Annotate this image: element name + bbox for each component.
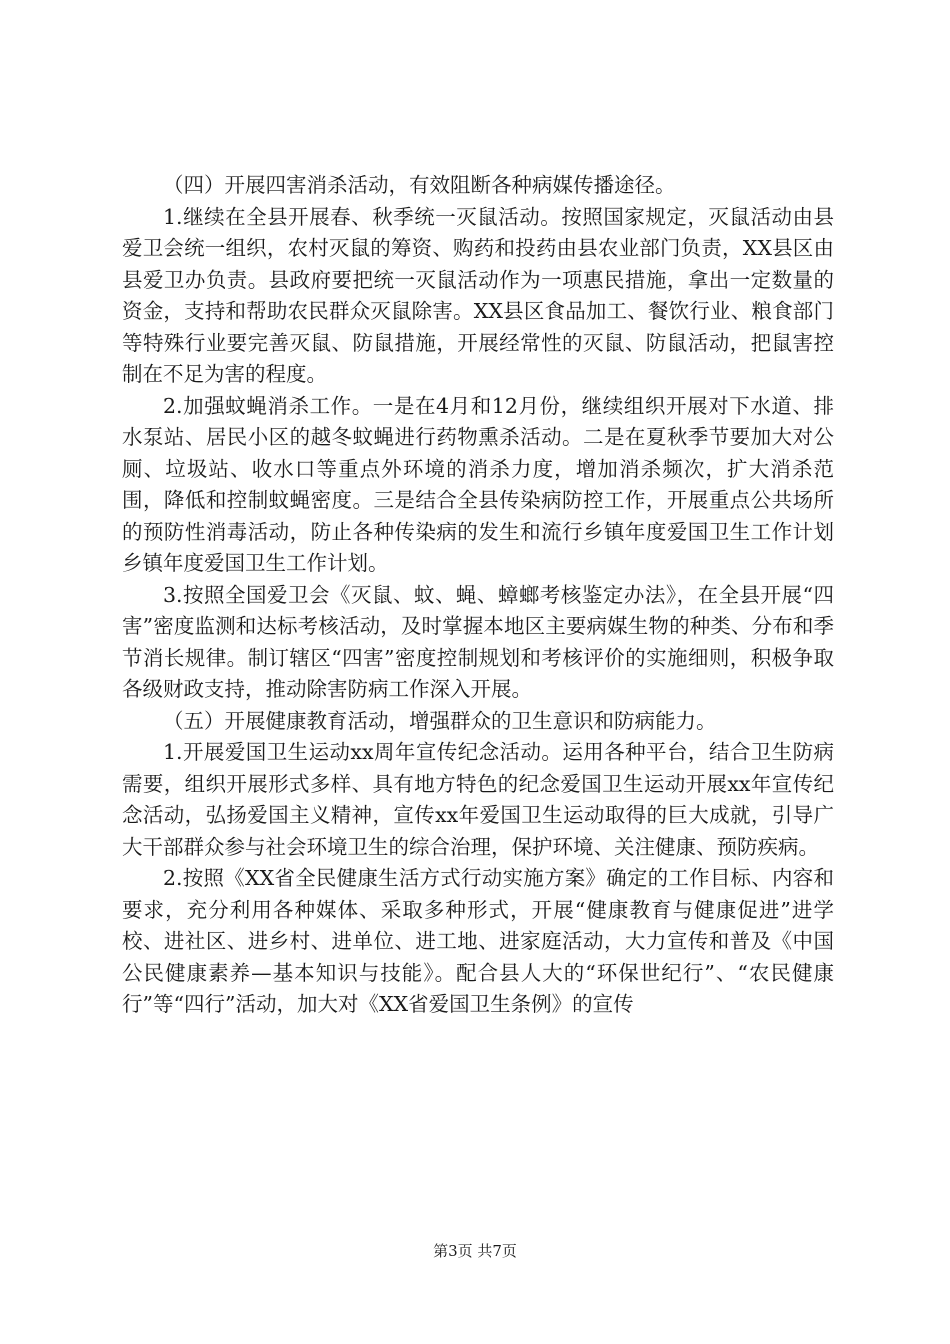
section-heading-4: （四）开展四害消杀活动，有效阻断各种病媒传播途径。 bbox=[163, 173, 676, 197]
paragraph-four-pests-monitoring: 3.按照全国爱卫会《灭鼠、蚊、蝇、蟑螂考核鉴定办法》，在全县开展“四害”密度监测和达标考核活动，及时掌握本地区主要病媒生物的种类、分布和季节消长规律。制订辖区“四害”密度控制规划和考核评价的实施细则，积极争取各级财政支持，推动除害防病工作深入开展。 bbox=[122, 582, 834, 701]
page-number-footer: 第3页 共7页 bbox=[433, 1242, 517, 1260]
paragraph-health-lifestyle-action: 2.按照《XX省全民健康生活方式行动实施方案》确定的工作目标、内容和要求，充分利用各种媒体、采取多种形式，开展“健康教育与健康促进”进学校、进社区、进乡村、进单位、进工地、进家庭活动，大力宣传和普及《中国公民健康素养—基本知识与技能》。配合县人大的“环保世纪行”、“农民健康行”等“四行”活动，加大对《XX省爱国卫生条例》的宣传 bbox=[122, 866, 834, 1016]
document-body bbox=[122, 170, 834, 1021]
paragraph-rodent-control: 1.继续在全县开展春、秋季统一灭鼠活动。按照国家规定，灭鼠活动由县爱卫会统一组织，农村灭鼠的筹资、购药和投药由县农业部门负责，XX县区由县爱卫办负责。县政府要把统一灭鼠活动作为一项惠民措施，拿出一定数量的资金，支持和帮助农民群众灭鼠除害。XX县区食品加工、餐饮行业、粮食部门等特殊行业要完善灭鼠、防鼠措施，开展经常性的灭鼠、防鼠活动，把鼠害控制在不足为害的程度。 bbox=[122, 204, 834, 386]
section-heading-5: （五）开展健康教育活动，增强群众的卫生意识和防病能力。 bbox=[163, 708, 717, 733]
paragraph-mosquito-fly-control: 2.加强蚊蝇消杀工作。一是在4月和12月份，继续组织开展对下水道、排水泵站、居民小区的越冬蚊蝇进行药物熏杀活动。二是在夏秋季节要加大对公厕、垃圾站、收水口等重点外环境的消杀力度，增加消杀频次，扩大消杀范围，降低和控制蚊蝇密度。三是结合全县传染病防控工作，开展重点公共场所的预防性消毒活动，防止各种传染病的发生和流行乡镇年度爱国卫生工作计划乡镇年度爱国卫生工作计划。 bbox=[122, 393, 834, 575]
paragraph-anniversary-campaign: 1.开展爱国卫生运动xx周年宣传纪念活动。运用各种平台，结合卫生防病需要，组织开展形式多样、具有地方特色的纪念爱国卫生运动开展xx年宣传纪念活动，弘扬爱国主义精神，宣传xx年爱国卫生运动取得的巨大成就，引导广大干部群众参与社会环境卫生的综合治理，保护环境、关注健康、预防疾病。 bbox=[122, 740, 834, 859]
